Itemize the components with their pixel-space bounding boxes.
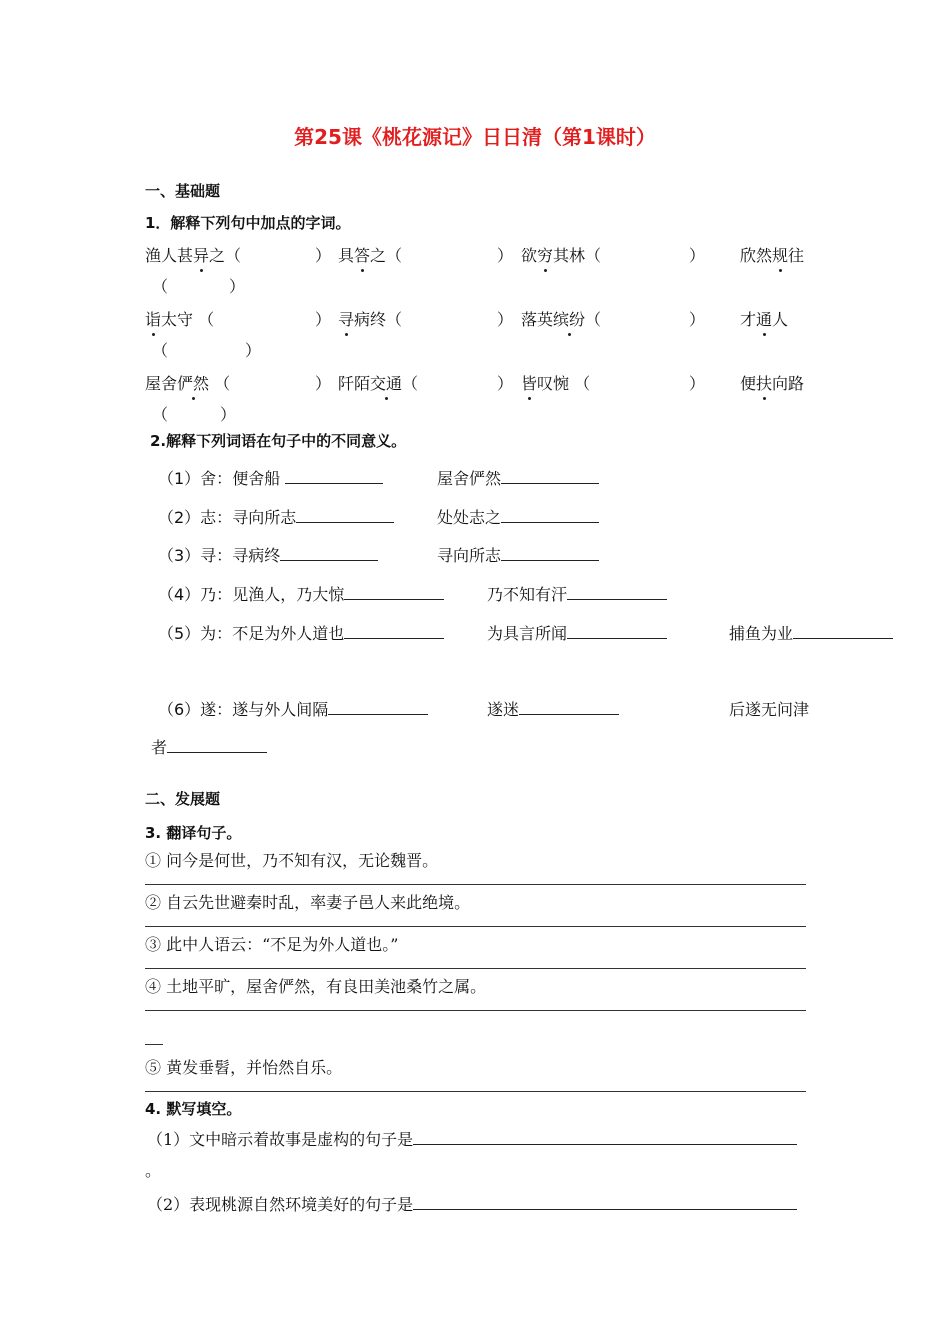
q1-item-12: 便扶向路 <box>740 371 804 394</box>
q1-item-10-close: ） <box>497 374 514 393</box>
q1-item-7-close: ） <box>689 310 706 329</box>
section-heading-development: 二、发展题 <box>145 790 221 808</box>
q4-item-1: （1）文中暗示着故事是虚构的句子是 <box>147 1127 797 1150</box>
q1-item-11: 皆叹惋 （ <box>521 371 590 394</box>
q1-item-5: 诣太守 （ <box>145 307 214 330</box>
answer-line <box>145 1010 806 1011</box>
answer-line <box>145 1091 806 1092</box>
q1-item-7: 落英缤纷（ <box>521 307 601 330</box>
q4-item-1-tail: 。 <box>145 1161 162 1180</box>
answer-line <box>145 884 806 885</box>
q1-item-9: 屋舍俨然 （ <box>145 371 230 394</box>
q2-row-6-c: 后遂无问津 <box>729 700 810 719</box>
q1-item-4-open: （ <box>152 277 169 296</box>
answer-line <box>145 926 806 927</box>
section-heading-basic: 一、基础题 <box>145 182 221 200</box>
q1-item-4: 欣然规往 <box>740 243 804 266</box>
q2-row-4: （4）乃：见渔人，乃大惊 <box>158 582 444 605</box>
q1-item-9-close: ） <box>315 374 332 393</box>
q3-sentence-4: ④ 土地平旷，屋舍俨然，有良田美池桑竹之属。 <box>145 977 487 996</box>
q3-sentence-3: ③ 此中人语云：“不足为外人道也。” <box>145 935 399 954</box>
q3-sentence-5: ⑤ 黄发垂髫，并怡然自乐。 <box>145 1058 343 1077</box>
q1-item-5-close: ） <box>315 310 332 329</box>
q4-item-2: （2）表现桃源自然环境美好的句子是 <box>147 1192 797 1215</box>
page-title: 第25课《桃花源记》日日清（第1课时） <box>294 125 656 149</box>
q1-item-4-close: ） <box>229 277 246 296</box>
q1-item-6: 寻病终（ <box>338 307 402 330</box>
q1-item-1-close: ） <box>315 246 332 265</box>
q2-row-1-b: 屋舍俨然 <box>437 466 599 489</box>
q1-item-3: 欲穷其林（ <box>521 243 601 266</box>
question-1-prompt: 1．解释下列句中加点的字词。 <box>145 214 351 232</box>
q1-item-2-close: ） <box>497 246 514 265</box>
answer-line-short <box>145 1044 163 1045</box>
q3-sentence-1: ① 问今是何世，乃不知有汉，无论魏晋。 <box>145 851 439 870</box>
q1-item-8: 才通人 <box>740 307 788 330</box>
q2-row-6-b: 遂迷 <box>487 697 619 720</box>
q2-row-3-b: 寻向所志 <box>437 543 599 566</box>
question-4-prompt: 4. 默写填空。 <box>145 1100 242 1118</box>
q2-row-6-d: 者 <box>151 735 267 758</box>
q1-item-1: 渔人甚异之（ <box>145 243 241 266</box>
q2-row-5-b: 为具言所闻 <box>487 621 667 644</box>
question-3-prompt: 3. 翻译句子。 <box>145 824 242 842</box>
q1-item-2: 具答之（ <box>338 243 402 266</box>
q2-row-6: （6）遂：遂与外人间隔 <box>158 697 428 720</box>
q2-row-3: （3）寻：寻病终 <box>158 543 378 566</box>
q2-row-1: （1）舍：便舍船 <box>158 466 383 489</box>
q1-item-8-close: ） <box>245 341 262 360</box>
question-2-prompt: 2.解释下列词语在句子中的不同意义。 <box>150 432 407 450</box>
q1-item-12-close: ） <box>220 405 237 424</box>
q2-row-5-c: 捕鱼为业 <box>729 621 893 644</box>
q2-row-2: （2）志：寻向所志 <box>158 505 394 528</box>
q1-item-11-close: ） <box>689 374 706 393</box>
q2-row-5: （5）为：不足为外人道也 <box>158 621 444 644</box>
answer-line <box>145 968 806 969</box>
q1-item-3-close: ） <box>689 246 706 265</box>
q1-item-8-open: （ <box>152 341 169 360</box>
q3-sentence-2: ② 自云先世避秦时乱，率妻子邑人来此绝境。 <box>145 893 471 912</box>
q1-item-12-open: （ <box>152 405 169 424</box>
q2-row-2-b: 处处志之 <box>437 505 599 528</box>
q1-item-6-close: ） <box>497 310 514 329</box>
q1-item-10: 阡陌交通（ <box>338 371 418 394</box>
q2-row-4-b: 乃不知有汗 <box>487 582 667 605</box>
